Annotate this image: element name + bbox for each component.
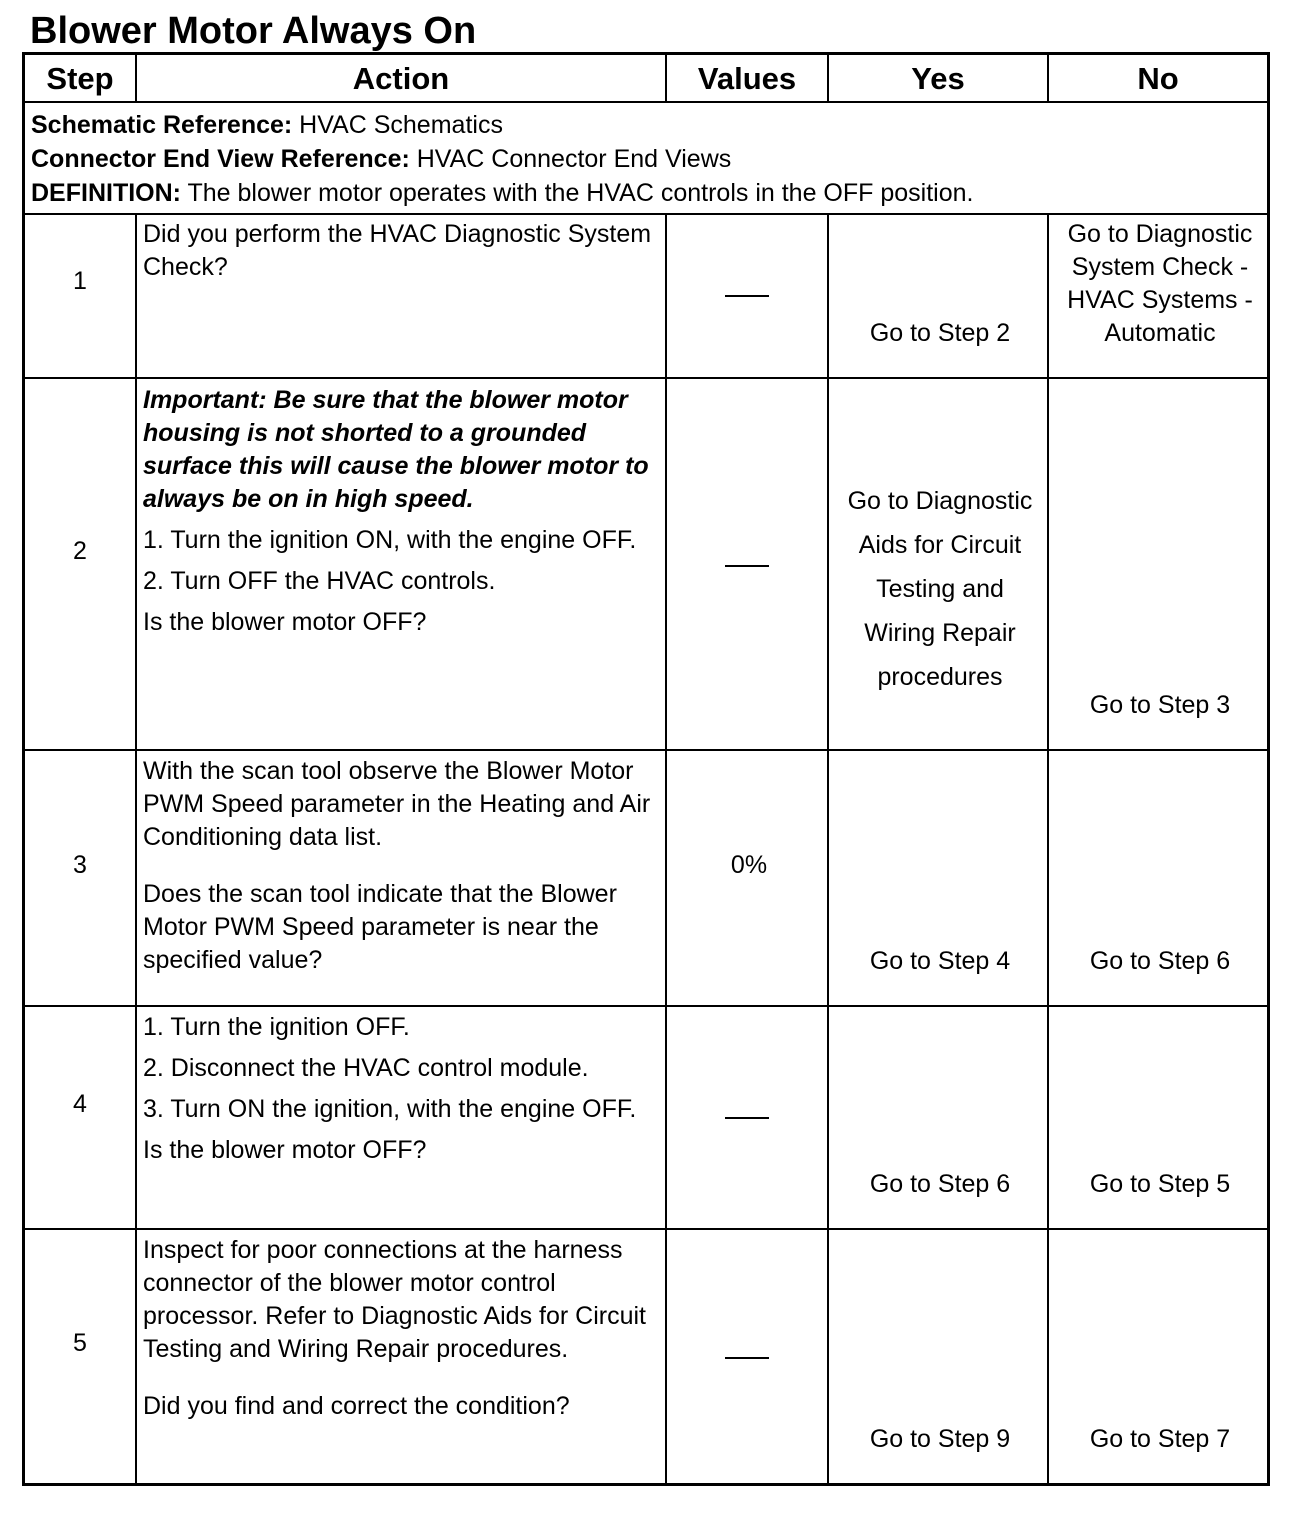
no-result: Go to Step 5 [1089,1170,1231,1198]
instruction-item: 1. Turn the ignition OFF. [143,1013,410,1041]
row-divider [25,377,1267,379]
instruction-item: 3. Turn ON the ignition, with the engine OFF. [143,1095,637,1123]
step-number: 2 [73,537,87,565]
instruction-item: 1. Turn the ignition ON, with the engine OFF. [143,526,637,554]
step-action [143,755,663,977]
step-action [143,1011,663,1167]
column-divider [1047,213,1049,1483]
diagnostic-table [22,52,1270,1486]
yes-result: Go to Step 6 [869,1170,1011,1198]
header-step: Step [46,61,114,96]
no-result: Go to Diagnostic System Check - HVAC Systems - Automatic [1067,220,1253,347]
yes-result: Go to Step 4 [869,947,1011,975]
connector-value: HVAC Connector End Views [409,145,732,173]
connector-label: Connector End View Reference: [31,145,410,173]
value-dash [725,295,769,297]
value-dash [725,565,769,567]
column-divider [827,213,829,1483]
question-text: Is the blower motor OFF? [143,608,427,636]
step-number: 1 [73,267,87,295]
header-action: Action [352,61,450,96]
step-action [143,1234,663,1423]
definition-value: The blower motor operates with the HVAC controls in the OFF position. [181,179,974,207]
action-text: Did you perform the HVAC Diagnostic System Check? [143,220,652,281]
header-values: Values [697,61,797,96]
no-result: Go to Step 3 [1089,691,1231,719]
no-result: Go to Step 6 [1089,947,1231,975]
schematic-label: Schematic Reference: [31,111,293,139]
definition [31,176,973,210]
instruction-item: 2. Turn OFF the HVAC controls. [143,567,496,595]
step-number: 4 [73,1090,87,1118]
schematic-reference [31,108,973,142]
header-yes: Yes [911,61,965,96]
action-text: Inspect for poor connections at the harness connector of the blower motor control processor. Refer to Diagnostic Aids for Circuit Testing and Wiring Repair procedures. [143,1236,646,1363]
step-action [143,384,663,639]
yes-result: Go to Step 2 [869,319,1011,347]
question-text: Is the blower motor OFF? [143,1136,427,1164]
row-divider [25,1228,1267,1230]
connector-reference [31,142,973,176]
row-divider [25,213,1267,215]
step-action [143,218,663,284]
value-dash [725,1117,769,1119]
question-text: Does the scan tool indicate that the Blower Motor PWM Speed parameter is near the specified value? [143,880,617,974]
row-divider [25,749,1267,751]
row-divider [25,1005,1267,1007]
schematic-value: HVAC Schematics [292,111,503,139]
value-text: 0% [730,851,768,879]
important-note: Important: Be sure that the blower motor housing is not shorted to a grounded surface this will cause the blower motor to always be on in high speed. [143,386,649,513]
question-text: Did you find and correct the condition? [143,1392,570,1420]
page-title: Blower Motor Always On [30,10,477,52]
value-dash [725,1357,769,1359]
action-text: With the scan tool observe the Blower Motor PWM Speed parameter in the Heating and Air Conditioning data list. [143,757,651,851]
yes-result: Go to Diagnostic Aids for Circuit Testing and Wiring Repair procedures [847,487,1033,691]
step-number: 5 [73,1329,87,1357]
no-result: Go to Step 7 [1089,1425,1231,1453]
column-divider [665,213,667,1483]
references-block [31,108,973,210]
step-number: 3 [73,851,87,879]
column-divider [135,213,137,1483]
definition-label: DEFINITION: [31,179,181,207]
yes-result: Go to Step 9 [869,1425,1011,1453]
header-no: No [1137,61,1179,96]
instruction-item: 2. Disconnect the HVAC control module. [143,1054,589,1082]
